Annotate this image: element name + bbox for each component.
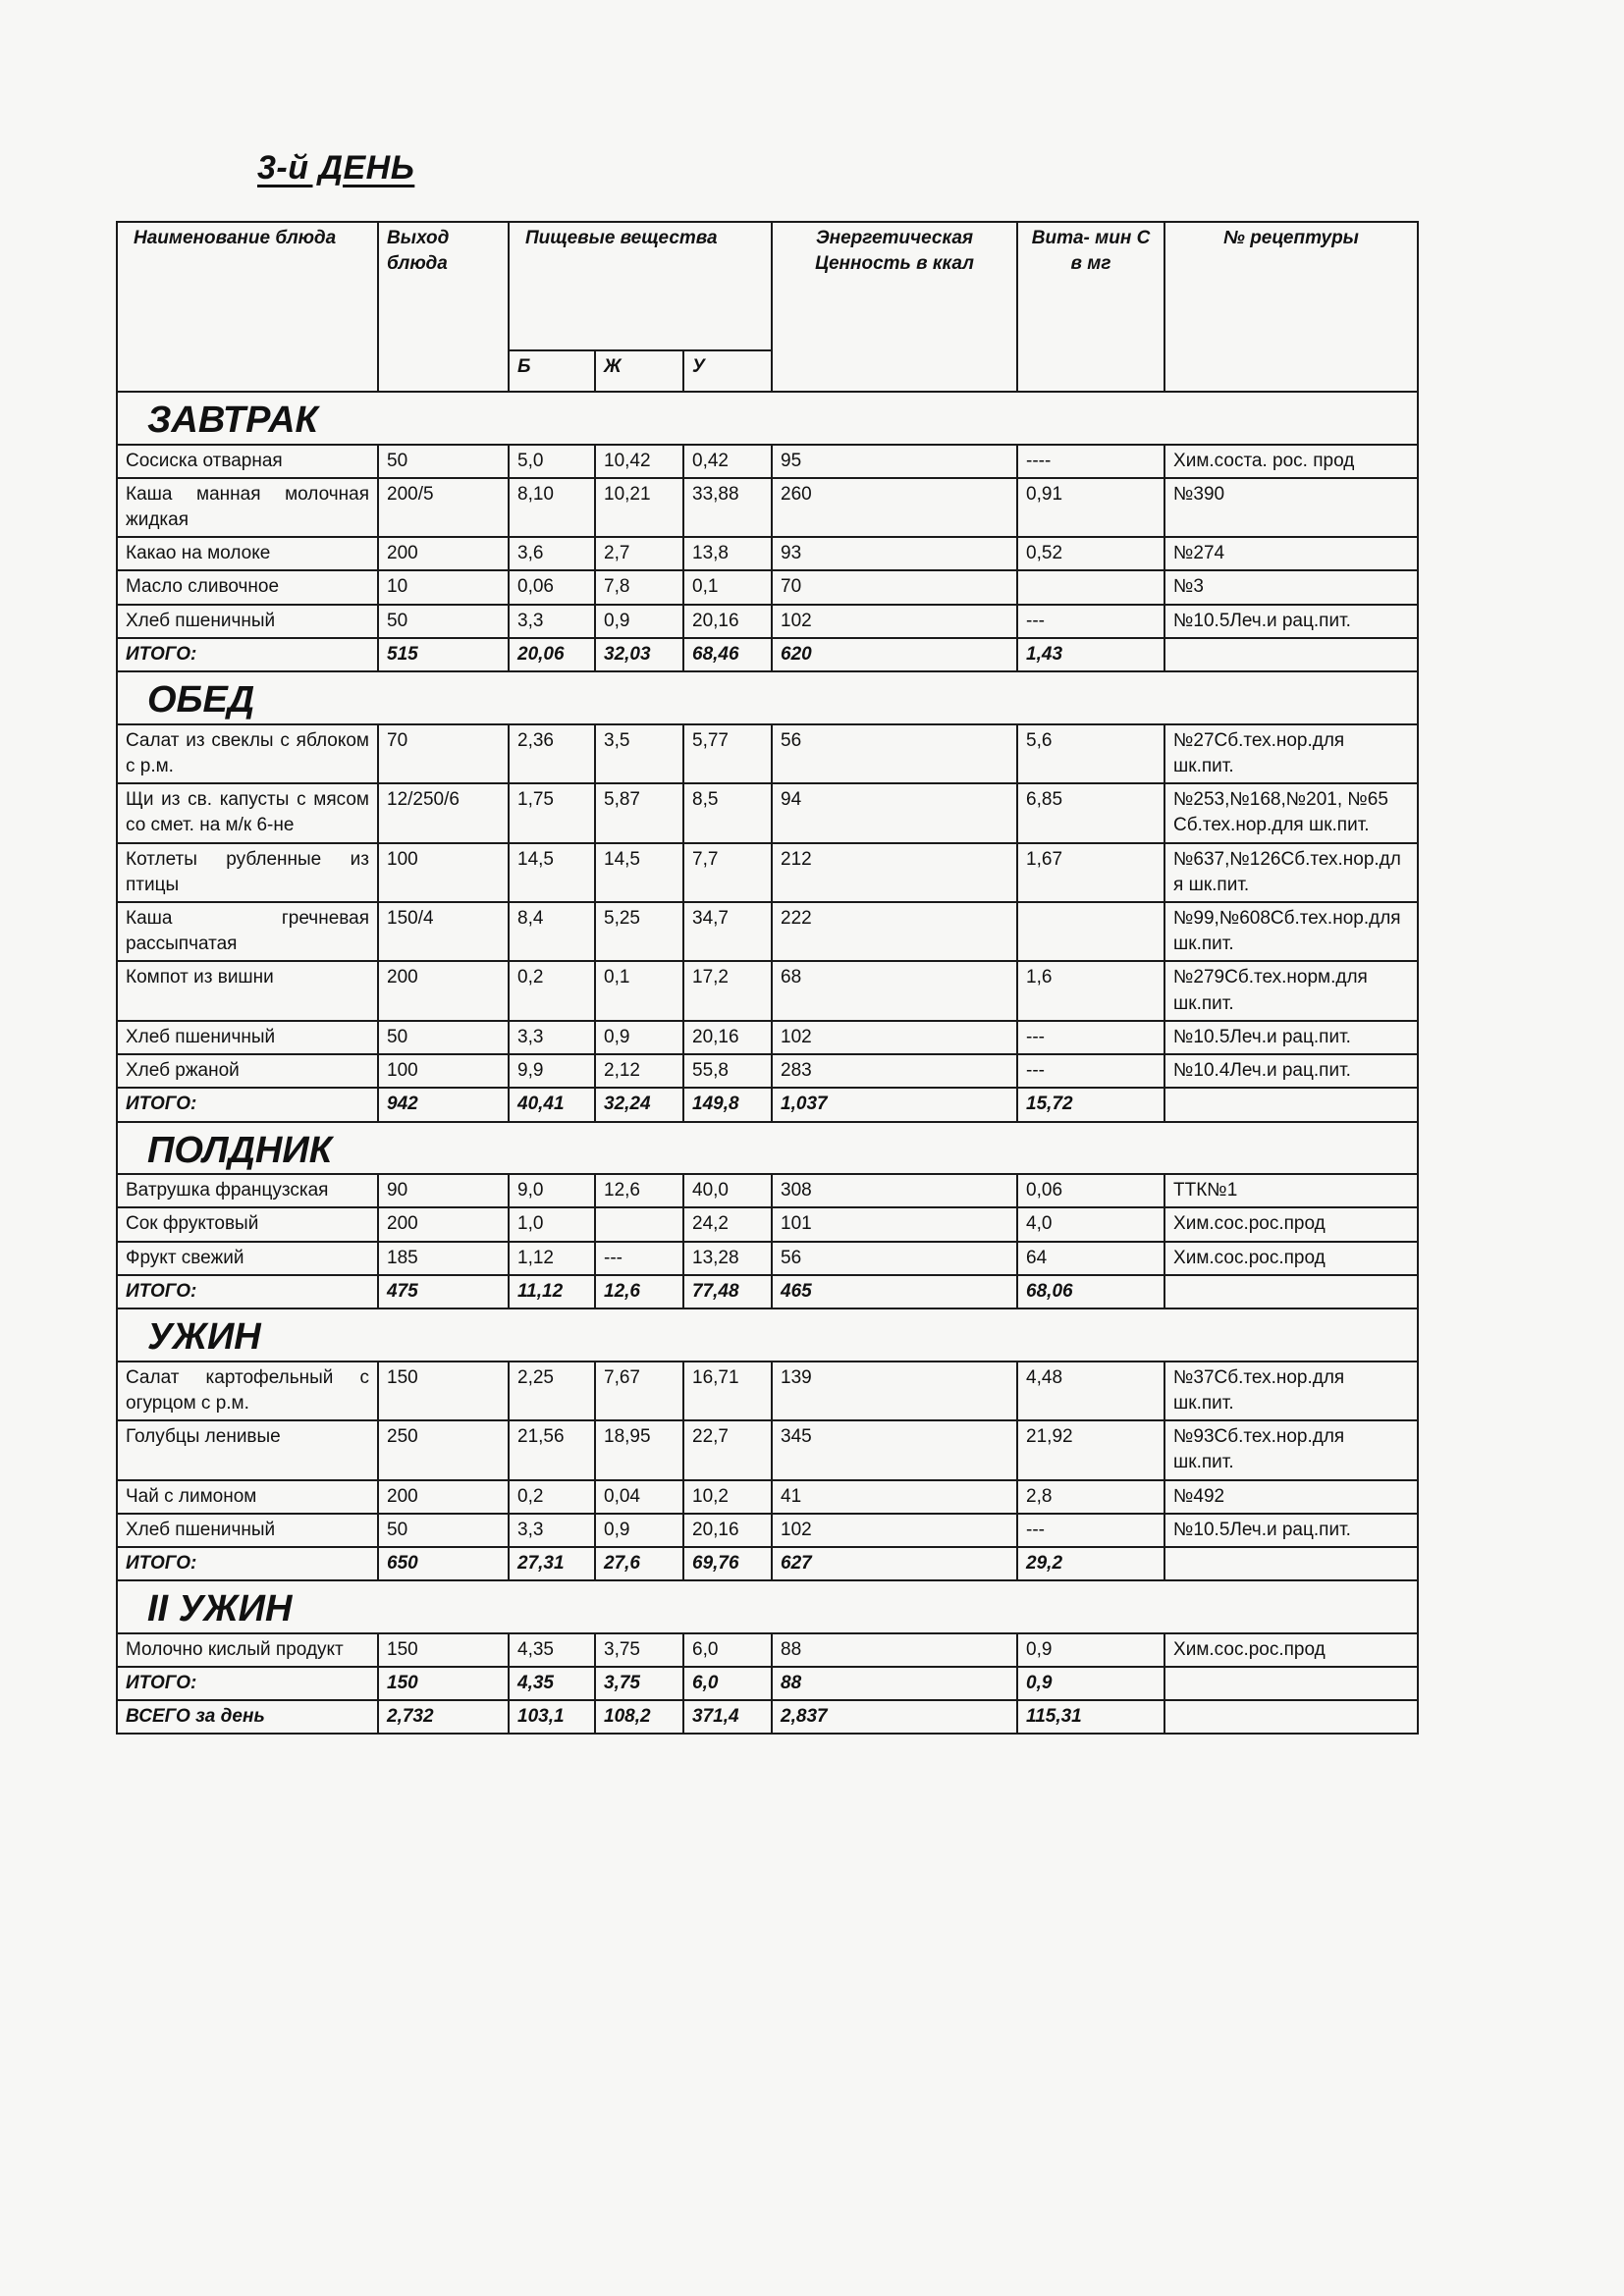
cell-dish-name: Какао на молоке	[117, 537, 378, 570]
cell-fat: 12,6	[595, 1275, 683, 1308]
table-row	[117, 961, 1418, 1020]
cell-energy: 101	[772, 1207, 1017, 1241]
cell-dish-name: Сок фруктовый	[117, 1207, 378, 1241]
cell-recipe: №10.5Леч.и рац.пит.	[1164, 1514, 1418, 1547]
table-row	[117, 1480, 1418, 1514]
section-title: II УЖИН	[117, 1580, 1418, 1633]
cell-dish-name: Щи из св. капусты с мясом со смет. на м/к 6-не	[117, 783, 378, 842]
cell-carbs: 20,16	[683, 605, 772, 638]
table-row	[117, 1054, 1418, 1088]
cell-energy: 70	[772, 570, 1017, 604]
cell-vitamin-c: 0,06	[1017, 1174, 1164, 1207]
header-row	[117, 222, 1418, 350]
header-zh: Ж	[595, 350, 683, 392]
cell-protein: 21,56	[509, 1420, 595, 1479]
cell-recipe: №279Сб.тех.норм.для шк.пит.	[1164, 961, 1418, 1020]
cell-energy: 139	[772, 1362, 1017, 1420]
cell-energy: 102	[772, 1514, 1017, 1547]
cell-protein: 5,0	[509, 445, 595, 478]
cell-yield: 50	[378, 1021, 509, 1054]
cell-carbs: 6,0	[683, 1633, 772, 1667]
cell-dish-name: Чай с лимоном	[117, 1480, 378, 1514]
cell-energy: 88	[772, 1633, 1017, 1667]
cell-yield: 50	[378, 445, 509, 478]
cell-energy: 212	[772, 843, 1017, 902]
menu-table	[116, 221, 1419, 1735]
cell-dish-name: ИТОГО:	[117, 1667, 378, 1700]
cell-dish-name: ИТОГО:	[117, 1547, 378, 1580]
cell-vitamin-c: 4,0	[1017, 1207, 1164, 1241]
cell-vitamin-c: 4,48	[1017, 1362, 1164, 1420]
cell-fat: 0,9	[595, 1514, 683, 1547]
cell-recipe: №10.4Леч.и рац.пит.	[1164, 1054, 1418, 1088]
header-b: Б	[509, 350, 595, 392]
cell-recipe: №27Сб.тех.нор.для шк.пит.	[1164, 724, 1418, 783]
cell-protein: 9,0	[509, 1174, 595, 1207]
cell-recipe: №253,№168,№201, №65 Сб.тех.нор.для шк.пит.	[1164, 783, 1418, 842]
cell-fat: 3,75	[595, 1633, 683, 1667]
table-row	[117, 605, 1418, 638]
cell-yield: 200	[378, 1207, 509, 1241]
cell-vitamin-c: 64	[1017, 1242, 1164, 1275]
cell-protein: 3,3	[509, 1021, 595, 1054]
cell-yield: 185	[378, 1242, 509, 1275]
section-header-row	[117, 392, 1418, 445]
section-header-row	[117, 1308, 1418, 1362]
cell-recipe: №93Сб.тех.нор.для шк.пит.	[1164, 1420, 1418, 1479]
cell-vitamin-c	[1017, 570, 1164, 604]
table-row	[117, 570, 1418, 604]
cell-carbs: 13,8	[683, 537, 772, 570]
cell-dish-name: Котлеты рубленные из птицы	[117, 843, 378, 902]
cell-energy: 465	[772, 1275, 1017, 1308]
cell-protein: 3,3	[509, 605, 595, 638]
total-row	[117, 1275, 1418, 1308]
cell-carbs: 22,7	[683, 1420, 772, 1479]
section-title: УЖИН	[117, 1308, 1418, 1362]
cell-vitamin-c: 0,91	[1017, 478, 1164, 537]
cell-energy: 222	[772, 902, 1017, 961]
cell-dish-name: Каша гречневая рассыпчатая	[117, 902, 378, 961]
cell-yield: 150/4	[378, 902, 509, 961]
cell-vitamin-c: 0,9	[1017, 1633, 1164, 1667]
cell-vitamin-c	[1017, 902, 1164, 961]
cell-recipe: №37Сб.тех.нор.для шк.пит.	[1164, 1362, 1418, 1420]
cell-recipe: №3	[1164, 570, 1418, 604]
cell-yield: 200	[378, 537, 509, 570]
cell-dish-name: Фрукт свежий	[117, 1242, 378, 1275]
cell-vitamin-c: 6,85	[1017, 783, 1164, 842]
cell-yield: 10	[378, 570, 509, 604]
cell-recipe: Хим.сос.рос.прод	[1164, 1207, 1418, 1241]
cell-carbs: 69,76	[683, 1547, 772, 1580]
cell-carbs: 40,0	[683, 1174, 772, 1207]
cell-vitamin-c: ---	[1017, 1054, 1164, 1088]
cell-fat: 5,87	[595, 783, 683, 842]
cell-dish-name: Хлеб пшеничный	[117, 605, 378, 638]
cell-fat: ---	[595, 1242, 683, 1275]
cell-carbs: 5,77	[683, 724, 772, 783]
cell-recipe: №390	[1164, 478, 1418, 537]
cell-recipe: №10.5Леч.и рац.пит.	[1164, 1021, 1418, 1054]
cell-energy: 56	[772, 1242, 1017, 1275]
cell-recipe: Хим.соста. рос. прод	[1164, 445, 1418, 478]
cell-dish-name: Каша манная молочная жидкая	[117, 478, 378, 537]
cell-yield: 50	[378, 1514, 509, 1547]
cell-carbs: 0,1	[683, 570, 772, 604]
cell-dish-name: ВСЕГО за день	[117, 1700, 378, 1734]
cell-vitamin-c: ---	[1017, 1514, 1164, 1547]
cell-yield: 150	[378, 1362, 509, 1420]
table-row	[117, 724, 1418, 783]
header-yield: Выход блюда	[378, 222, 509, 392]
cell-vitamin-c: ----	[1017, 445, 1164, 478]
cell-energy: 1,037	[772, 1088, 1017, 1121]
cell-vitamin-c: 0,52	[1017, 537, 1164, 570]
table-row	[117, 478, 1418, 537]
cell-carbs: 34,7	[683, 902, 772, 961]
cell-dish-name: Голубцы ленивые	[117, 1420, 378, 1479]
cell-yield: 250	[378, 1420, 509, 1479]
cell-vitamin-c: 21,92	[1017, 1420, 1164, 1479]
cell-protein: 1,12	[509, 1242, 595, 1275]
cell-dish-name: Хлеб пшеничный	[117, 1514, 378, 1547]
table-row	[117, 902, 1418, 961]
cell-protein: 4,35	[509, 1633, 595, 1667]
cell-recipe: ТТК№1	[1164, 1174, 1418, 1207]
cell-yield: 2,732	[378, 1700, 509, 1734]
cell-fat: 108,2	[595, 1700, 683, 1734]
cell-fat: 2,7	[595, 537, 683, 570]
table-row	[117, 1242, 1418, 1275]
cell-protein: 27,31	[509, 1547, 595, 1580]
cell-fat: 0,9	[595, 605, 683, 638]
section-header-row	[117, 671, 1418, 724]
cell-recipe: №492	[1164, 1480, 1418, 1514]
cell-vitamin-c: 1,43	[1017, 638, 1164, 671]
cell-recipe: №99,№608Сб.тех.нор.для шк.пит.	[1164, 902, 1418, 961]
cell-energy: 93	[772, 537, 1017, 570]
table-row	[117, 1207, 1418, 1241]
cell-carbs: 6,0	[683, 1667, 772, 1700]
cell-vitamin-c: ---	[1017, 605, 1164, 638]
cell-fat: 3,5	[595, 724, 683, 783]
header-vitamin: Вита- мин С в мг	[1017, 222, 1164, 392]
cell-fat: 7,8	[595, 570, 683, 604]
cell-protein: 8,10	[509, 478, 595, 537]
cell-protein: 14,5	[509, 843, 595, 902]
cell-fat	[595, 1207, 683, 1241]
cell-yield: 150	[378, 1633, 509, 1667]
cell-vitamin-c: 68,06	[1017, 1275, 1164, 1308]
cell-carbs: 33,88	[683, 478, 772, 537]
cell-protein: 1,75	[509, 783, 595, 842]
cell-yield: 200/5	[378, 478, 509, 537]
cell-carbs: 55,8	[683, 1054, 772, 1088]
cell-protein: 8,4	[509, 902, 595, 961]
cell-recipe	[1164, 1275, 1418, 1308]
cell-protein: 0,06	[509, 570, 595, 604]
cell-dish-name: Сосиска отварная	[117, 445, 378, 478]
cell-fat: 0,9	[595, 1021, 683, 1054]
cell-yield: 942	[378, 1088, 509, 1121]
cell-fat: 14,5	[595, 843, 683, 902]
cell-dish-name: Масло сливочное	[117, 570, 378, 604]
cell-recipe: №274	[1164, 537, 1418, 570]
cell-dish-name: Хлеб ржаной	[117, 1054, 378, 1088]
cell-carbs: 10,2	[683, 1480, 772, 1514]
cell-energy: 308	[772, 1174, 1017, 1207]
cell-fat: 12,6	[595, 1174, 683, 1207]
cell-recipe	[1164, 1088, 1418, 1121]
cell-energy: 56	[772, 724, 1017, 783]
cell-fat: 5,25	[595, 902, 683, 961]
cell-recipe: №10.5Леч.и рац.пит.	[1164, 605, 1418, 638]
cell-carbs: 17,2	[683, 961, 772, 1020]
section-title: ОБЕД	[117, 671, 1418, 724]
header-recipe: № рецептуры	[1164, 222, 1418, 392]
table-row	[117, 1362, 1418, 1420]
cell-energy: 41	[772, 1480, 1017, 1514]
cell-recipe	[1164, 1700, 1418, 1734]
cell-yield: 150	[378, 1667, 509, 1700]
cell-fat: 2,12	[595, 1054, 683, 1088]
cell-energy: 68	[772, 961, 1017, 1020]
cell-carbs: 24,2	[683, 1207, 772, 1241]
cell-dish-name: ИТОГО:	[117, 1275, 378, 1308]
cell-carbs: 68,46	[683, 638, 772, 671]
cell-carbs: 16,71	[683, 1362, 772, 1420]
total-row	[117, 1088, 1418, 1121]
cell-dish-name: Компот из вишни	[117, 961, 378, 1020]
cell-yield: 70	[378, 724, 509, 783]
cell-dish-name: Ватрушка французская	[117, 1174, 378, 1207]
cell-fat: 18,95	[595, 1420, 683, 1479]
cell-dish-name: Салат из свеклы с яблоком с р.м.	[117, 724, 378, 783]
cell-energy: 2,837	[772, 1700, 1017, 1734]
table-row	[117, 783, 1418, 842]
cell-yield: 475	[378, 1275, 509, 1308]
cell-vitamin-c: ---	[1017, 1021, 1164, 1054]
cell-energy: 102	[772, 1021, 1017, 1054]
cell-protein: 0,2	[509, 1480, 595, 1514]
cell-carbs: 20,16	[683, 1021, 772, 1054]
cell-protein: 20,06	[509, 638, 595, 671]
cell-carbs: 8,5	[683, 783, 772, 842]
section-title: ПОЛДНИК	[117, 1122, 1418, 1175]
header-energy: Энергетическая Ценность в ккал	[772, 222, 1017, 392]
cell-recipe	[1164, 1667, 1418, 1700]
cell-recipe: Хим.сос.рос.прод	[1164, 1633, 1418, 1667]
cell-dish-name: Хлеб пшеничный	[117, 1021, 378, 1054]
cell-dish-name: ИТОГО:	[117, 1088, 378, 1121]
total-row	[117, 638, 1418, 671]
cell-protein: 3,3	[509, 1514, 595, 1547]
cell-carbs: 149,8	[683, 1088, 772, 1121]
table-row	[117, 1174, 1418, 1207]
cell-yield: 50	[378, 605, 509, 638]
cell-fat: 3,75	[595, 1667, 683, 1700]
cell-vitamin-c: 115,31	[1017, 1700, 1164, 1734]
cell-energy: 260	[772, 478, 1017, 537]
cell-recipe	[1164, 638, 1418, 671]
cell-fat: 10,42	[595, 445, 683, 478]
cell-energy: 94	[772, 783, 1017, 842]
cell-vitamin-c: 0,9	[1017, 1667, 1164, 1700]
cell-protein: 0,2	[509, 961, 595, 1020]
cell-vitamin-c: 5,6	[1017, 724, 1164, 783]
table-row	[117, 1420, 1418, 1479]
cell-protein: 3,6	[509, 537, 595, 570]
cell-protein: 2,25	[509, 1362, 595, 1420]
cell-yield: 200	[378, 961, 509, 1020]
cell-energy: 88	[772, 1667, 1017, 1700]
header-name: Наименование блюда	[117, 222, 378, 392]
cell-protein: 2,36	[509, 724, 595, 783]
section-header-row	[117, 1122, 1418, 1175]
cell-dish-name: Салат картофельный с огурцом с р.м.	[117, 1362, 378, 1420]
cell-carbs: 77,48	[683, 1275, 772, 1308]
total-row	[117, 1667, 1418, 1700]
cell-vitamin-c: 2,8	[1017, 1480, 1164, 1514]
cell-energy: 102	[772, 605, 1017, 638]
cell-yield: 100	[378, 1054, 509, 1088]
cell-protein: 9,9	[509, 1054, 595, 1088]
cell-fat: 0,1	[595, 961, 683, 1020]
cell-energy: 95	[772, 445, 1017, 478]
cell-yield: 12/250/6	[378, 783, 509, 842]
header-u: У	[683, 350, 772, 392]
cell-protein: 103,1	[509, 1700, 595, 1734]
cell-yield: 100	[378, 843, 509, 902]
header-nutrients: Пищевые вещества	[509, 222, 772, 350]
grand-total-row	[117, 1700, 1418, 1734]
table-row	[117, 1021, 1418, 1054]
cell-recipe: №637,№126Сб.тех.нор.для шк.пит.	[1164, 843, 1418, 902]
table-row	[117, 445, 1418, 478]
section-title: ЗАВТРАК	[117, 392, 1418, 445]
cell-fat: 32,24	[595, 1088, 683, 1121]
page-title: 3-й ДЕНЬ	[257, 149, 415, 187]
cell-protein: 1,0	[509, 1207, 595, 1241]
cell-yield: 90	[378, 1174, 509, 1207]
cell-carbs: 20,16	[683, 1514, 772, 1547]
cell-carbs: 7,7	[683, 843, 772, 902]
cell-vitamin-c: 1,6	[1017, 961, 1164, 1020]
cell-vitamin-c: 15,72	[1017, 1088, 1164, 1121]
cell-dish-name: Молочно кислый продукт	[117, 1633, 378, 1667]
cell-energy: 345	[772, 1420, 1017, 1479]
section-header-row	[117, 1580, 1418, 1633]
cell-carbs: 0,42	[683, 445, 772, 478]
cell-vitamin-c: 29,2	[1017, 1547, 1164, 1580]
cell-yield: 200	[378, 1480, 509, 1514]
cell-fat: 32,03	[595, 638, 683, 671]
cell-carbs: 13,28	[683, 1242, 772, 1275]
table-row	[117, 1514, 1418, 1547]
cell-carbs: 371,4	[683, 1700, 772, 1734]
cell-protein: 4,35	[509, 1667, 595, 1700]
cell-energy: 627	[772, 1547, 1017, 1580]
cell-dish-name: ИТОГО:	[117, 638, 378, 671]
table-row	[117, 537, 1418, 570]
cell-protein: 11,12	[509, 1275, 595, 1308]
cell-recipe: Хим.сос.рос.прод	[1164, 1242, 1418, 1275]
total-row	[117, 1547, 1418, 1580]
cell-protein: 40,41	[509, 1088, 595, 1121]
table-row	[117, 843, 1418, 902]
cell-yield: 515	[378, 638, 509, 671]
cell-fat: 27,6	[595, 1547, 683, 1580]
cell-recipe	[1164, 1547, 1418, 1580]
cell-energy: 620	[772, 638, 1017, 671]
cell-fat: 0,04	[595, 1480, 683, 1514]
cell-vitamin-c: 1,67	[1017, 843, 1164, 902]
table-row	[117, 1633, 1418, 1667]
cell-yield: 650	[378, 1547, 509, 1580]
cell-fat: 10,21	[595, 478, 683, 537]
cell-energy: 283	[772, 1054, 1017, 1088]
cell-fat: 7,67	[595, 1362, 683, 1420]
